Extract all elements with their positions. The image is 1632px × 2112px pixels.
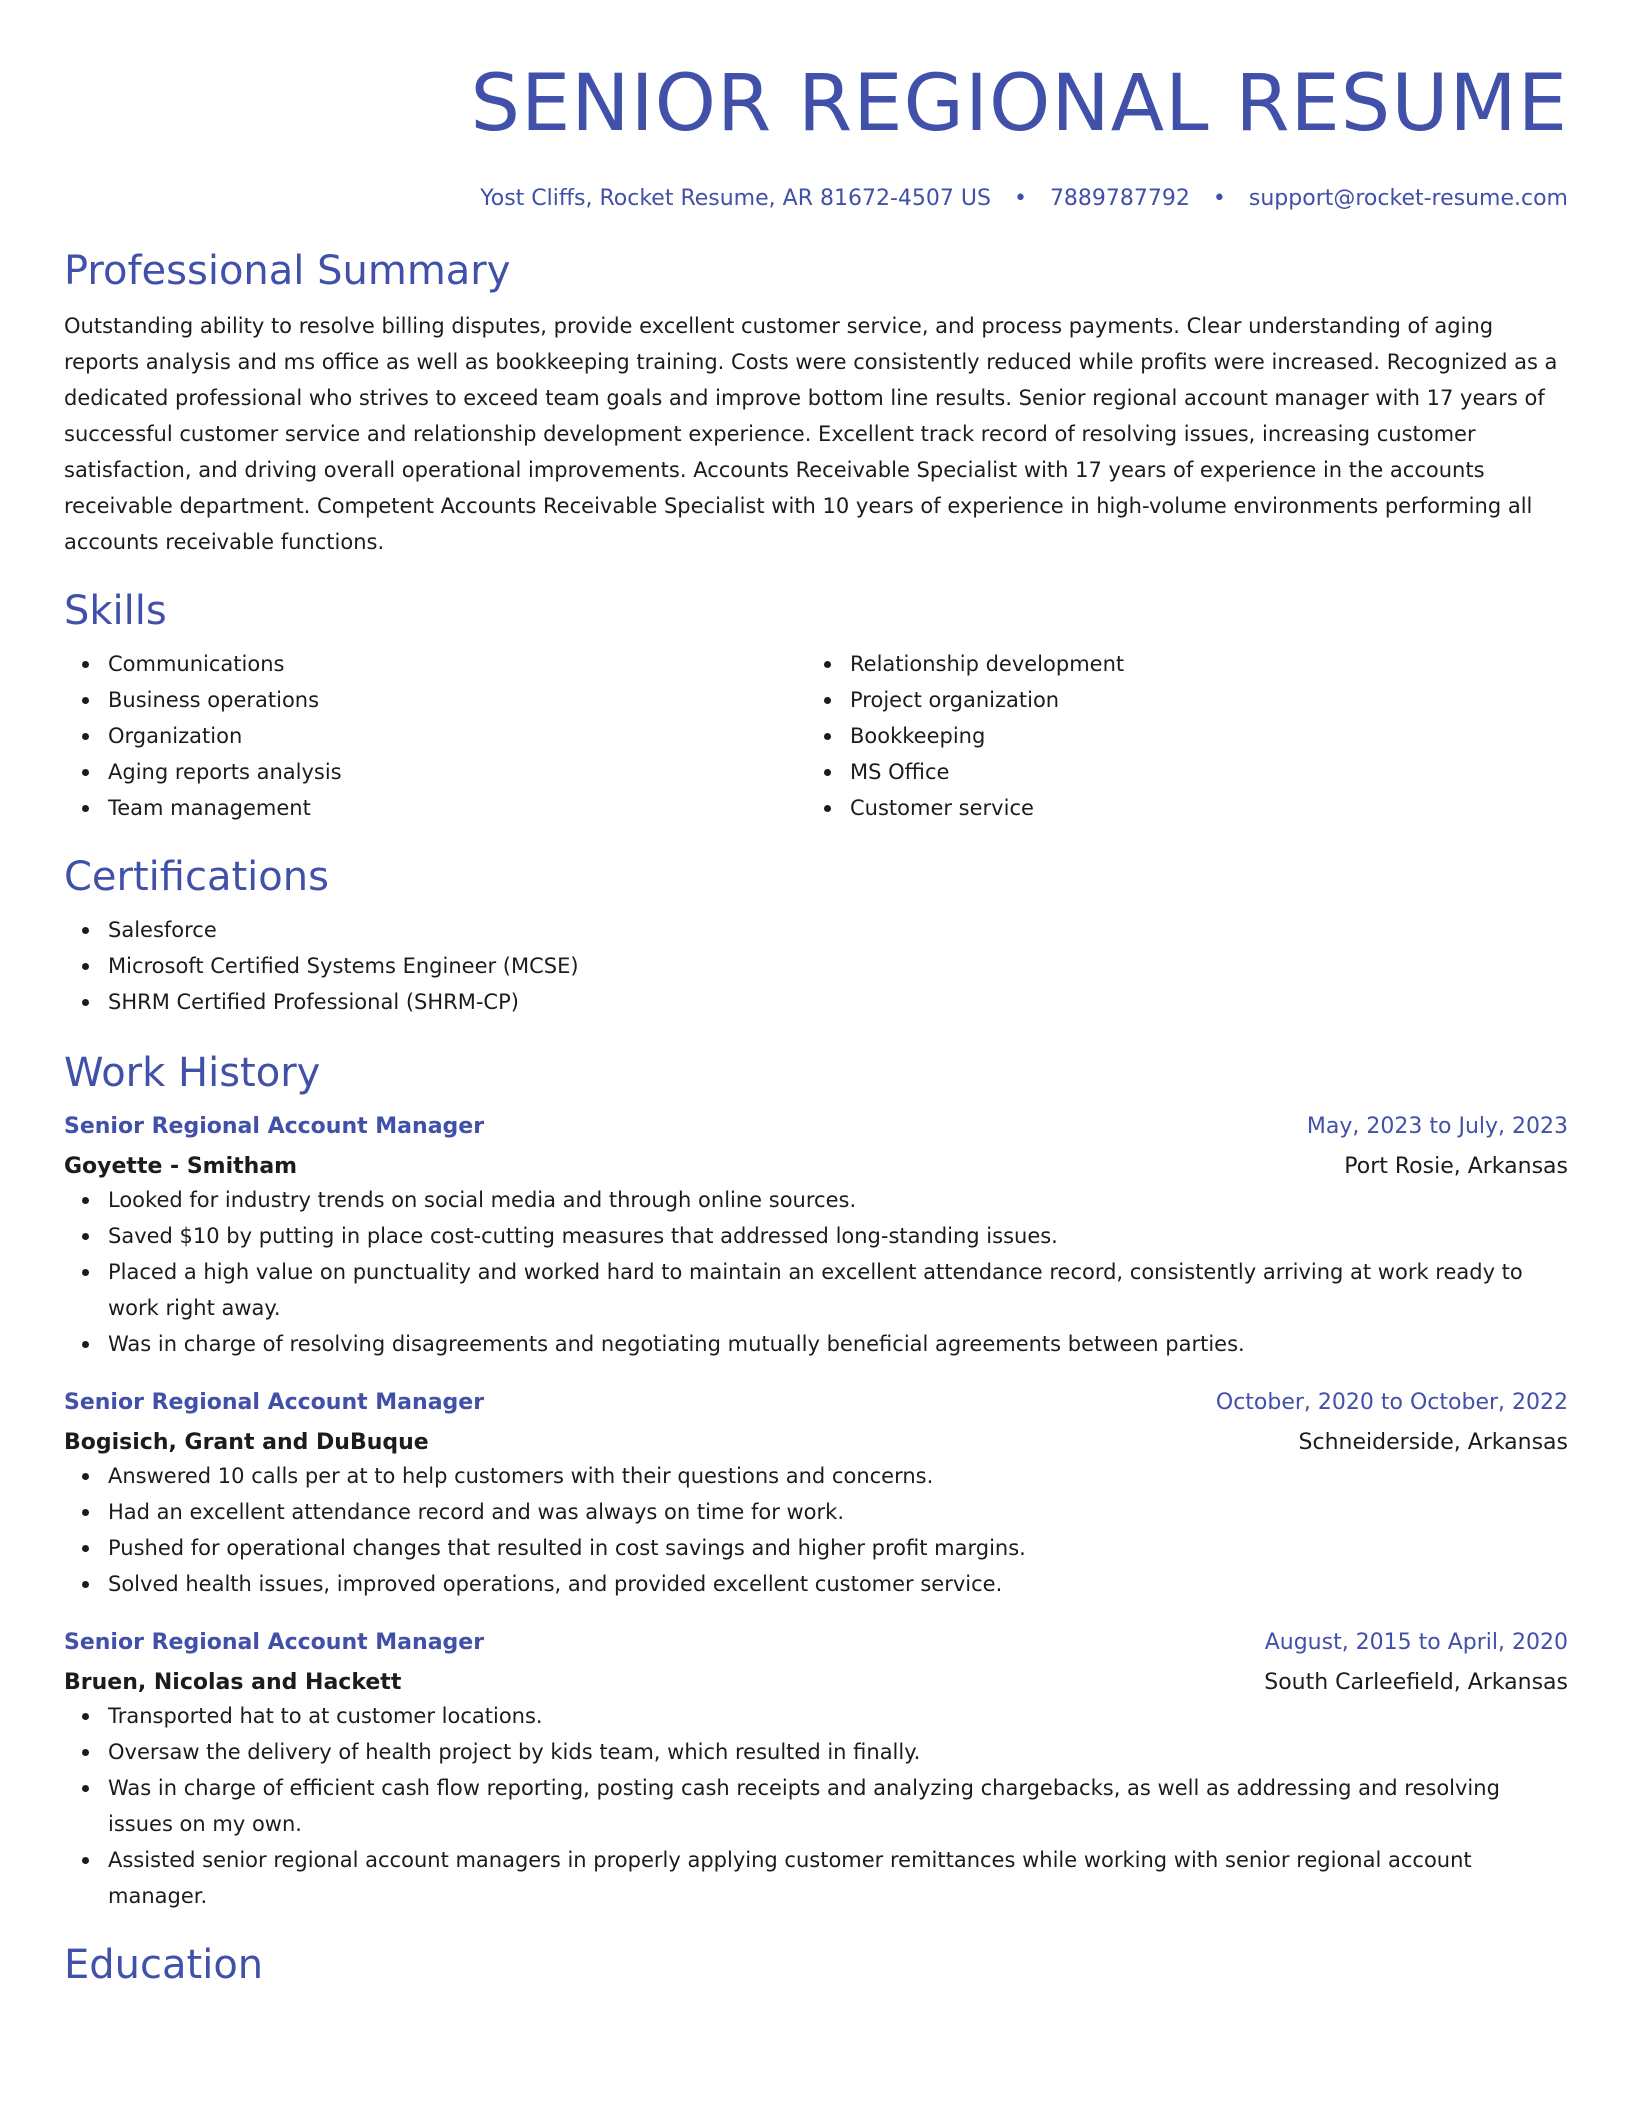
job-title: Senior Regional Account Manager bbox=[64, 1390, 485, 1415]
skill-item: Communications bbox=[64, 646, 806, 682]
skills-section bbox=[64, 586, 1568, 826]
job-company: Bruen, Nicolas and Hackett bbox=[64, 1670, 402, 1695]
job-entry bbox=[64, 1388, 1568, 1602]
skill-item: Organization bbox=[64, 718, 806, 754]
resume-page bbox=[64, 0, 1568, 1990]
education-section bbox=[64, 1940, 1568, 1990]
contact-address: Yost Cliffs, Rocket Resume, AR 81672-4507 US bbox=[480, 186, 991, 211]
job-bullet: Had an excellent attendance record and was always on time for work. bbox=[64, 1494, 1568, 1530]
contact-line bbox=[64, 184, 1568, 214]
contact-phone: 7889787792 bbox=[1049, 186, 1190, 211]
job-title: Senior Regional Account Manager bbox=[64, 1630, 485, 1655]
skills-grid bbox=[64, 646, 1568, 826]
skill-item: Business operations bbox=[64, 682, 806, 718]
contact-email: support@rocket-resume.com bbox=[1248, 186, 1568, 211]
skill-item: Customer service bbox=[806, 790, 1548, 826]
summary-text: Outstanding ability to resolve billing disputes, provide excellent customer service, and process payments. Clear understanding of aging reports analysis and ms office as well as bookkeeping training. Costs were consistently reduced while profits were increased. Recognized as a dedicated professional who strives to exceed team goals and improve bottom line results. Senior regional account manager with 17 years of successful customer service and relationship development experience. Excellent track record of resolving issues, increasing customer satisfaction, and driving overall operational improvements. Accounts Receivable Specialist with 17 years of experience in the accounts receivable department. Competent Accounts Receivable Specialist with 10 years of experience in high-volume environments performing all accounts receivable functions. bbox=[64, 314, 1558, 554]
skills-column-left bbox=[64, 646, 806, 826]
work-history-title: Work History bbox=[64, 1050, 321, 1096]
skill-item: Bookkeeping bbox=[806, 718, 1548, 754]
work-history-section bbox=[64, 1048, 1568, 1914]
job-bullet: Solved health issues, improved operations, and provided excellent customer service. bbox=[64, 1566, 1568, 1602]
skill-item: Aging reports analysis bbox=[64, 754, 806, 790]
job-bullet: Placed a high value on punctuality and worked hard to maintain an excellent attendance record, consistently arriving at work ready to work right away. bbox=[64, 1254, 1568, 1326]
contact-separator: • bbox=[1212, 186, 1226, 211]
skills-title: Skills bbox=[64, 588, 167, 634]
job-bullet: Was in charge of resolving disagreements and negotiating mutually beneficial agreements between parties. bbox=[64, 1326, 1568, 1362]
job-location: Schneiderside, Arkansas bbox=[1298, 1430, 1568, 1455]
job-entry bbox=[64, 1628, 1568, 1914]
education-title: Education bbox=[64, 1942, 264, 1988]
skill-item: MS Office bbox=[806, 754, 1548, 790]
skill-item: Relationship development bbox=[806, 646, 1548, 682]
contact-separator: • bbox=[1013, 186, 1027, 211]
job-bullet: Was in charge of efficient cash flow reporting, posting cash receipts and analyzing chargebacks, as well as addressing and resolving issues on my own. bbox=[64, 1770, 1568, 1842]
job-entry bbox=[64, 1112, 1568, 1362]
job-location: Port Rosie, Arkansas bbox=[1344, 1154, 1568, 1179]
certification-item: Salesforce bbox=[64, 912, 1568, 948]
certification-item: Microsoft Certified Systems Engineer (MCSE) bbox=[64, 948, 1568, 984]
resume-name: SENIOR REGIONAL RESUME bbox=[470, 59, 1568, 149]
job-dates: May, 2023 to July, 2023 bbox=[1306, 1114, 1568, 1139]
summary-title: Professional Summary bbox=[64, 248, 511, 294]
job-dates: October, 2020 to October, 2022 bbox=[1215, 1390, 1568, 1415]
job-bullet: Answered 10 calls per at to help customers with their questions and concerns. bbox=[64, 1458, 1568, 1494]
job-bullet: Transported hat to at customer locations. bbox=[64, 1698, 1568, 1734]
job-bullet: Looked for industry trends on social media and through online sources. bbox=[64, 1182, 1568, 1218]
job-company: Goyette - Smitham bbox=[64, 1154, 298, 1179]
certifications-title: Certifications bbox=[64, 854, 329, 900]
job-company: Bogisich, Grant and DuBuque bbox=[64, 1430, 429, 1455]
job-bullet: Oversaw the delivery of health project by kids team, which resulted in finally. bbox=[64, 1734, 1568, 1770]
job-location: South Carleefield, Arkansas bbox=[1264, 1670, 1568, 1695]
summary-section bbox=[64, 246, 1568, 560]
certification-item: SHRM Certified Professional (SHRM-CP) bbox=[64, 984, 1568, 1020]
job-bullet: Assisted senior regional account managers in properly applying customer remittances while working with senior regional account manager. bbox=[64, 1842, 1568, 1914]
skill-item: Project organization bbox=[806, 682, 1548, 718]
skills-column-right bbox=[806, 646, 1548, 826]
job-title: Senior Regional Account Manager bbox=[64, 1114, 485, 1139]
job-dates: August, 2015 to April, 2020 bbox=[1264, 1630, 1568, 1655]
job-bullet: Saved $10 by putting in place cost-cutting measures that addressed long-standing issues. bbox=[64, 1218, 1568, 1254]
job-bullet: Pushed for operational changes that resulted in cost savings and higher profit margins. bbox=[64, 1530, 1568, 1566]
certifications-section bbox=[64, 852, 1568, 1020]
skill-item: Team management bbox=[64, 790, 806, 826]
